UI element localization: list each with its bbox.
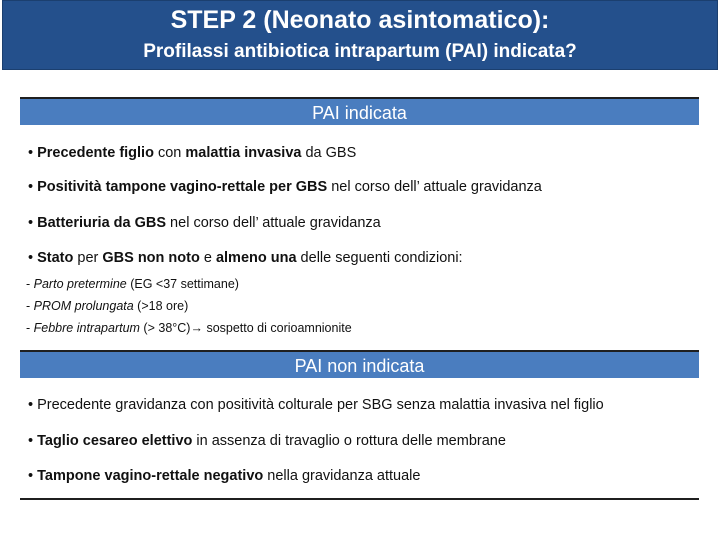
item-text: Precedente gravidanza con positività colturale per SBG senza malattia invasiva nel figlio — [37, 397, 604, 413]
item-text: per — [73, 250, 103, 266]
bullet: • — [28, 215, 38, 231]
list-item — [28, 467, 420, 485]
slide-title: STEP 2 (Neonato asintomatico): — [170, 6, 550, 34]
item-text-strong: GBS non noto — [102, 250, 200, 266]
sub-item — [26, 298, 188, 314]
item-text: nel corso dell’ attuale gravidanza — [166, 215, 381, 231]
item-text: nel corso dell’ attuale gravidanza — [327, 179, 542, 195]
item-text-strong: Taglio cesareo elettivo — [37, 433, 193, 449]
section-heading-pai-non-indicata: PAI non indicata — [20, 350, 699, 378]
bullet: • — [28, 433, 38, 449]
bullet: • — [28, 468, 38, 484]
item-text-strong: almeno una — [215, 250, 297, 266]
sub-item — [26, 320, 352, 336]
item-text-strong: Batteriuria da GBS — [37, 215, 167, 231]
list-item — [28, 396, 604, 414]
section-heading-pai-indicata: PAI indicata — [20, 97, 699, 125]
list-item — [28, 214, 381, 232]
item-text-strong: Tampone vagino-rettale negativo — [37, 468, 264, 484]
list-item — [28, 144, 356, 162]
item-text: nella gravidanza attuale — [263, 468, 421, 484]
dash: - — [26, 277, 34, 291]
sub-item-text: (EG <37 settimane) — [126, 277, 239, 291]
sub-item-text: (>18 ore) — [133, 299, 189, 313]
item-text-strong: malattia invasiva — [185, 145, 302, 161]
bullet: • — [28, 145, 38, 161]
bullet: • — [28, 250, 38, 266]
bullet: • — [28, 397, 38, 413]
list-item — [28, 178, 542, 196]
slide-subtitle: Profilassi antibiotica intrapartum (PAI) indicata? — [143, 41, 577, 62]
sub-item-term: PROM prolungata — [33, 299, 134, 313]
item-text: delle seguenti condizioni: — [296, 250, 463, 266]
sub-item-term: Febbre intrapartum — [33, 321, 140, 335]
item-text: da GBS — [301, 145, 357, 161]
item-text-strong: Positività tampone vagino-rettale per GBS — [37, 179, 328, 195]
item-text: con — [153, 145, 186, 161]
item-text: e — [199, 250, 216, 266]
bullet: • — [28, 179, 38, 195]
item-text-strong: Precedente figlio — [37, 145, 154, 161]
sub-item — [26, 276, 239, 292]
bottom-rule — [20, 498, 699, 500]
list-item — [28, 432, 506, 450]
title-banner — [2, 0, 718, 70]
arrow-right-icon: → — [190, 321, 203, 335]
dash: - — [26, 299, 34, 313]
list-item — [28, 249, 463, 267]
item-text-strong: Stato — [37, 250, 74, 266]
item-text: in assenza di travaglio o rottura delle membrane — [192, 433, 506, 449]
sub-item-term: Parto pretermine — [33, 277, 127, 291]
sub-item-text: sospetto di corioamnionite — [202, 321, 352, 335]
dash: - — [26, 321, 34, 335]
sub-item-text: (> 38°C) — [139, 321, 191, 335]
